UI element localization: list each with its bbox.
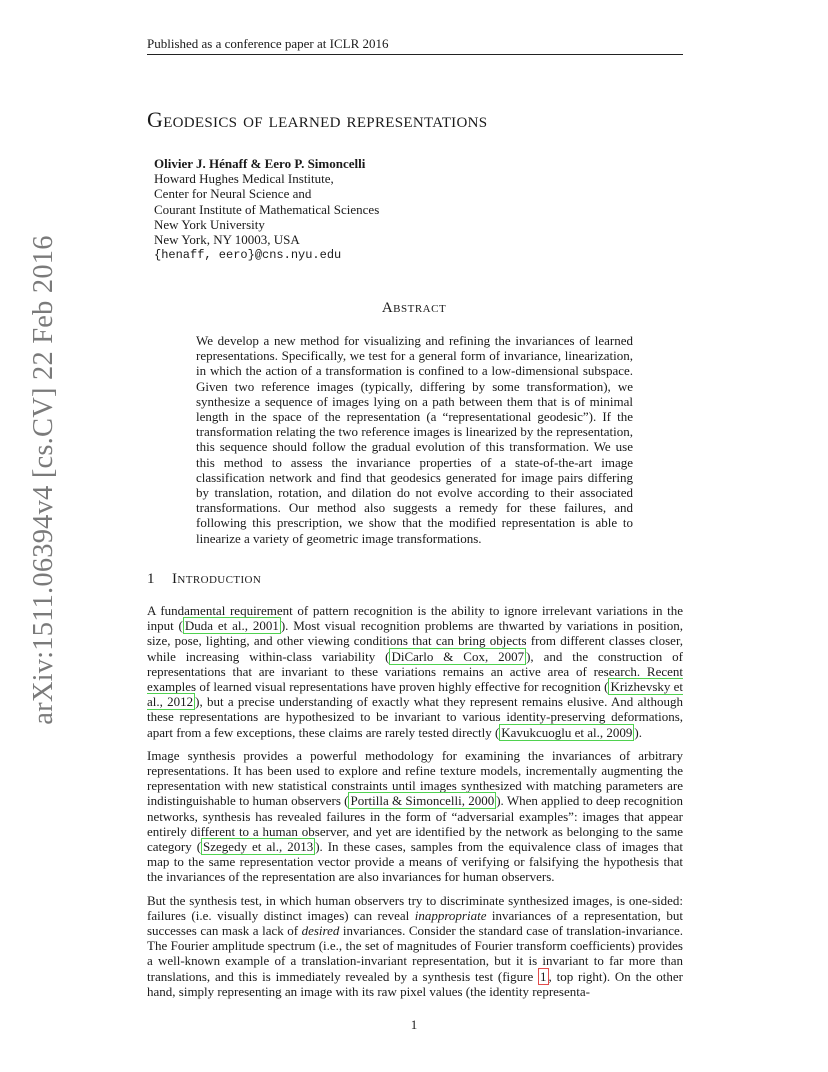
text-run: invariances of a representation, but successes can mask a lack of bbox=[147, 907, 683, 939]
section-heading bbox=[147, 571, 261, 588]
paragraph bbox=[147, 748, 683, 885]
running-header: Published as a conference paper at ICLR 2016 bbox=[147, 36, 389, 51]
paper-title bbox=[147, 107, 487, 133]
citation-link[interactable]: Szegedy et al., 2013 bbox=[203, 839, 314, 855]
citation-link[interactable]: Kavukcuoglu et al., 2009 bbox=[501, 724, 633, 740]
text-run: ), but a precise understanding of exactly what they represent remains elusive. And although these representations are hypothesized to be invariant to various identity-preserving deformations, apart from a few exceptions, these claims are rarely tested directly ( bbox=[147, 694, 684, 740]
citation-link[interactable]: Duda et al., 2001 bbox=[184, 618, 279, 634]
title-first-letter: G bbox=[147, 107, 164, 132]
author-names: Olivier J. Hénaff & Eero P. Simoncelli bbox=[154, 156, 366, 171]
page-number: 1 bbox=[410, 1017, 418, 1032]
citation-link[interactable]: Portilla & Simoncelli, 2000 bbox=[350, 793, 495, 809]
paragraph bbox=[147, 893, 683, 999]
author-block bbox=[154, 156, 379, 263]
citation-link[interactable]: DiCarlo & Cox, 2007 bbox=[391, 648, 525, 664]
paragraph bbox=[147, 603, 683, 740]
header-rule bbox=[147, 54, 683, 55]
abstract-heading: Abstract bbox=[381, 300, 447, 316]
affiliation-line: Howard Hughes Medical Institute, bbox=[154, 171, 334, 187]
text-run: A fundamental requirement of pattern recognition is the ability to ignore irrelevant variations in the input ( bbox=[147, 603, 683, 634]
section-number: 1 bbox=[147, 571, 155, 587]
affiliation-line: Courant Institute of Mathematical Sciences bbox=[154, 201, 380, 217]
citation-link[interactable]: Krizhevsky et al., 2012 bbox=[147, 679, 684, 710]
section-title: Introduction bbox=[172, 571, 262, 587]
text-run: ), and the construction of representations that are invariant to these variations remains an active area of research. Recent examples of learned visual representations have proven highly effective for recognition ( bbox=[147, 648, 684, 695]
affiliation-line: Center for Neural Science and bbox=[154, 186, 312, 202]
emphasis: desired bbox=[301, 923, 340, 939]
emphasis: inappropriate bbox=[414, 907, 487, 923]
abstract-text: We develop a new method for visualizing and refining the invariances of learned representations. Specifically, we test for a general form of invariance, linearization, in which the action of a transformation is confined to a low-dimensional subspace. Given two reference images (typically, differing by some transformation), we synthesize a sequence of images lying on a path between them that is of minimal length in the space of the representation (a “representational geodesic”). If the transformation relating the two reference images is linearized by the representation, this sequence should follow the gradual evolution of this transformation. We use this method to assess the invariance properties of a state-of-the-art image classification network and find that geodesics generated for image pairs differing by translation, rotation, and dilation do not evolve according to their associated transformations. Our method also suggests a remedy for these failures, and following this prescription, we show that the modified representation is able to linearize a variety of geometric image transformations. bbox=[196, 333, 633, 546]
text-run: ). Most visual recognition problems are thwarted by variations in position, size, pose, lighting, and other viewing conditions that can bring objects from different classes closer, while increasing within-class variability ( bbox=[147, 618, 683, 664]
arxiv-stamp: arXiv:1511.06394v4 [cs.CV] 22 Feb 2016 bbox=[28, 235, 59, 725]
text-run: ). bbox=[634, 724, 642, 740]
text-run: invariances. Consider the standard case of translation-invariance. The Fourier amplitude spectrum (i.e., the set of magnitudes of Fourier transform coefficients) provides a well-known example of a translation-invariant representation, but it is invariant to far more than translations, and this is immediately revealed by a synthesis test (figure bbox=[147, 923, 683, 984]
title-rest: eodesics of learned representations bbox=[163, 107, 488, 132]
text-run: But the synthesis test, in which human observers try to discriminate synthesized images, is one-sided: failures (i.e. visually distinct images) can reveal bbox=[147, 892, 683, 923]
author-email: {henaff, eero}@cns.nyu.edu bbox=[154, 248, 342, 263]
affiliation-line: New York University bbox=[154, 216, 265, 232]
body-text bbox=[147, 603, 683, 1007]
text-run: ). When applied to deep recognition networks, synthesis has revealed failures in the form of “adversarial examples”: images that appear entirely different to a human observer, and yet are identified by the network as belonging to the same category ( bbox=[147, 793, 683, 855]
text-run: , top right). On the other hand, simply representing an image with its raw pixel values (the identity representa- bbox=[147, 968, 683, 999]
affiliation-line: New York, NY 10003, USA bbox=[154, 232, 300, 248]
figure-reference-link[interactable]: 1 bbox=[540, 968, 547, 984]
text-run: ). In these cases, samples from the equivalence class of images that map to the same representation vector provide a means of verifying or falsifying the hypothesis that the invariances of the representation are also invariances for human observers. bbox=[147, 839, 683, 885]
text-run: Image synthesis provides a powerful methodology for examining the invariances of arbitrary representations. It has been used to explore and refine texture models, incrementally augmenting the representation with new statistical constraints until images synthesized with matching parameters are indistinguishable to human observers ( bbox=[147, 747, 683, 809]
